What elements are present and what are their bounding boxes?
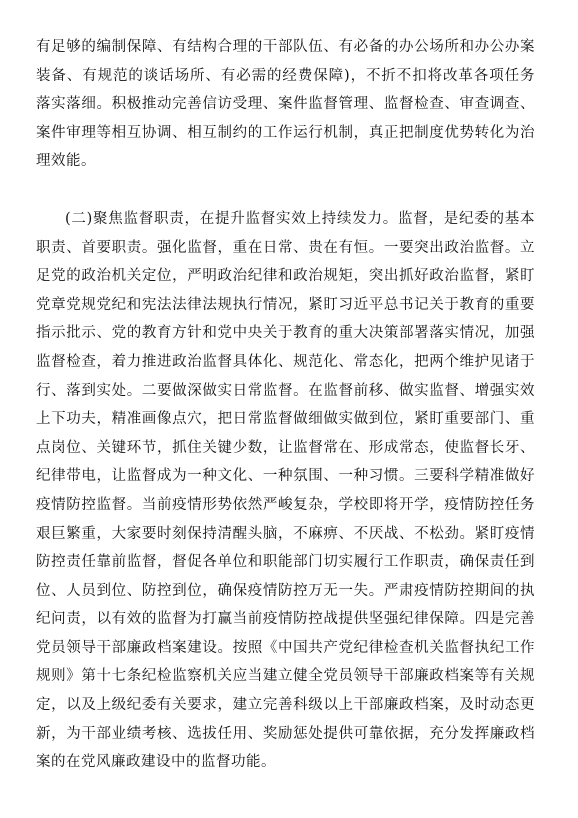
paragraph-spacer	[36, 176, 535, 205]
paragraph-section-two: (二)聚焦监督职责，在提升监督实效上持续发力。监督，是纪委的基本职责、首要职责。强化监督，重在日常、贵在有恒。一要突出政治监督。立足党的政治机关定位，严明政治纪律和政治规矩，突出抓好政治监督，紧盯党章党规党纪和宪法法律法规执行情况，紧盯习近平总书记关于教育的重要指示批示、党的教育方针和党中央关于教育的重大决策部署落实情况，加强监督检查，着力推进政治监督具体化、规范化、常态化，把两个维护见诸于行、落到实处。二要做深做实日常监督。在监督前移、做实监督、增强实效上下功夫，精准画像点穴，把日常监督做细做实做到位，紧盯重要部门、重点岗位、关键环节，抓住关键少数，让监督常在、形成常态，使监督长牙、纪律带电，让监督成为一种文化、一种氛围、一种习惯。三要科学精准做好疫情防控监督。当前疫情形势依然严峻复杂，学校即将开学，疫情防控任务艰巨繁重，大家要时刻保持清醒头脑，不麻痹、不厌战、不松劲。紧盯疫情防控责任靠前监督，督促各单位和职能部门切实履行工作职责，确保责任到位、人员到位、防控到位，确保疫情防控万无一失。严肃疫情防控期间的执纪问责，以有效的监督为打赢当前疫情防控战提供坚强纪律保障。四是完善党员领导干部廉政档案建设。按照《中国共产党纪律检查机关监督执纪工作规则》第十七条纪检监察机关应当建立健全党员领导干部廉政档案等有关规定，以及上级纪委有关要求，建立完善科级以上干部廉政档案，及时动态更新，为干部业绩考核、选拔任用、奖励惩处提供可靠依据，充分发挥廉政档案的在党风廉政建设中的监督功能。	[36, 210, 535, 771]
paragraph-continued: 有足够的编制保障、有结构合理的干部队伍、有必备的办公场所和办公办案装备、有规范的谈话场所、有必需的经费保障)，不折不扣将改革各项任务落实落细。积极推动完善信访受理、案件监督管理、监督检查、审查调查、案件审理等相互协调、相互制约的工作运行机制，真正把制度优势转化为治理效能。	[36, 39, 535, 170]
